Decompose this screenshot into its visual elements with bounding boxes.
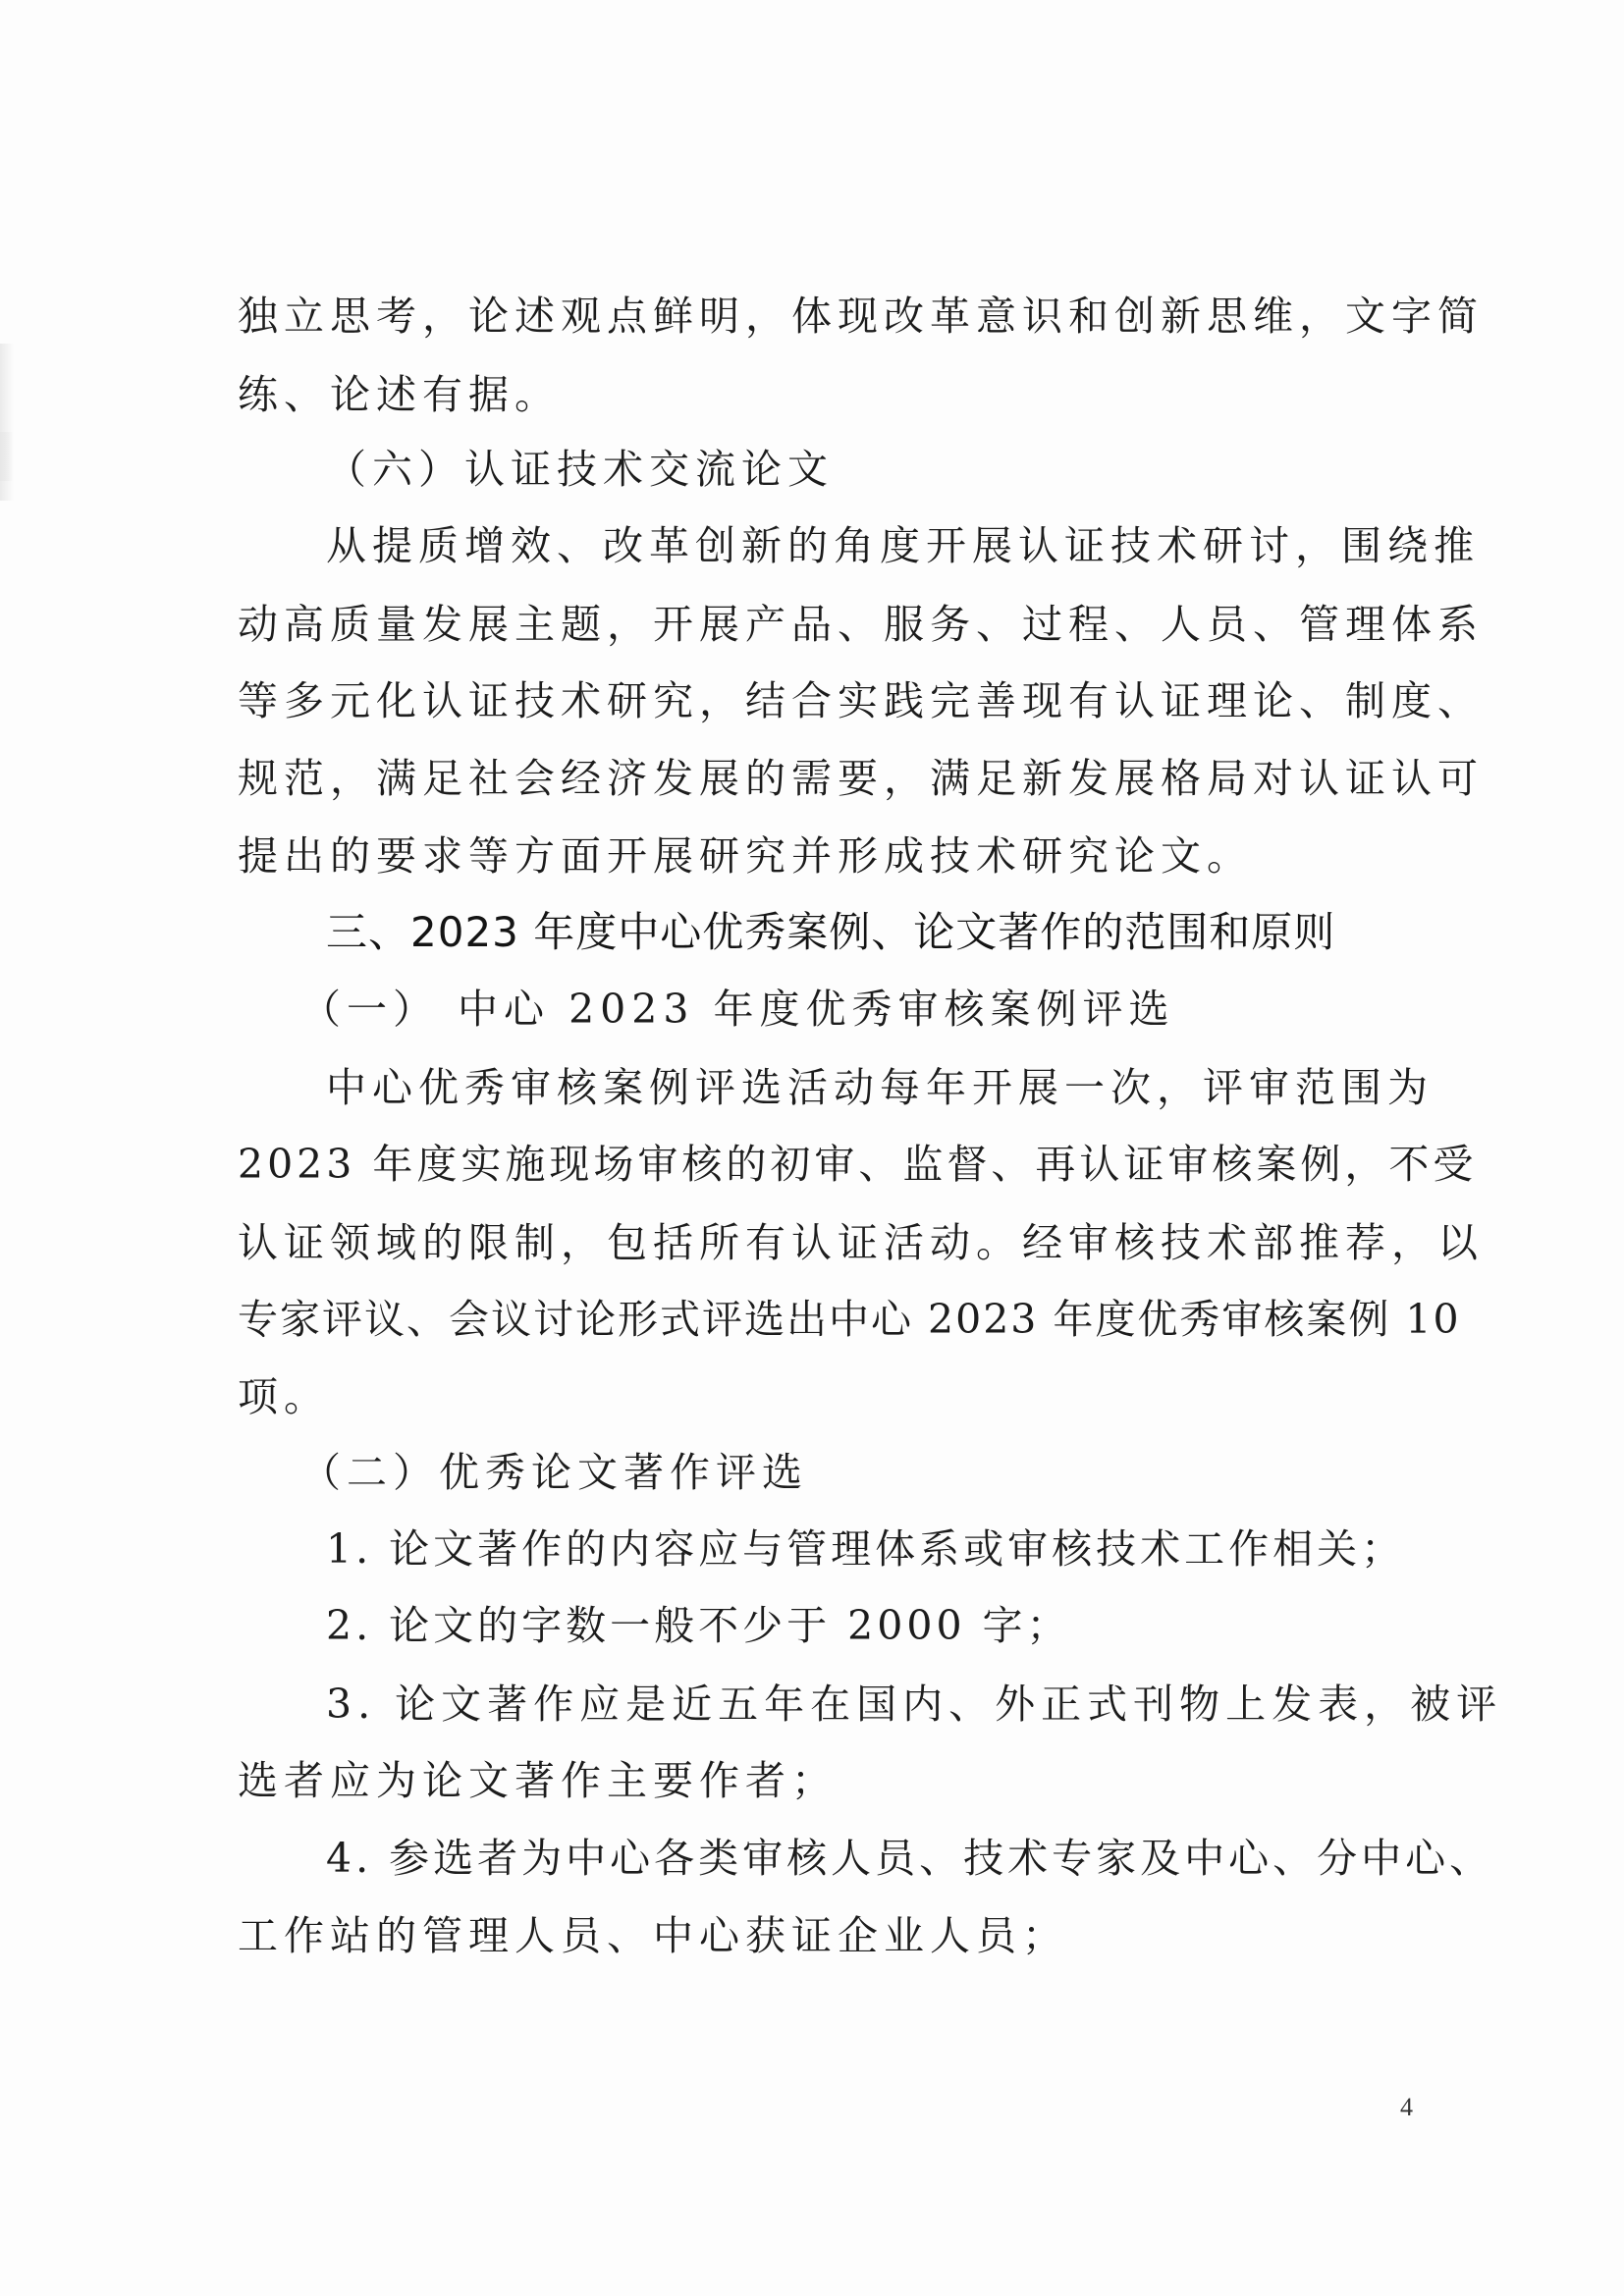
section-subheading: （二）优秀论文著作评选: [300, 1449, 808, 1496]
paragraph-line: 2023 年度实施现场审核的初审、监督、再认证审核案例，不受: [238, 1141, 1478, 1188]
list-item: 3. 论文著作应是近五年在国内、外正式刊物上发表，被评: [326, 1681, 1503, 1728]
paragraph-line: 独立思考，论述观点鲜明，体现改革意识和创新思维，文字简: [238, 293, 1484, 340]
section-subheading: （六）认证技术交流论文: [326, 446, 834, 493]
section-heading: 三、2023 年度中心优秀案例、论文著作的范围和原则: [326, 908, 1336, 956]
paragraph-line: 中心优秀审核案例评选活动每年开展一次，评审范围为: [326, 1064, 1434, 1111]
paragraph-line: 动高质量发展主题，开展产品、服务、过程、人员、管理体系: [238, 601, 1484, 648]
paragraph-line: 项。: [238, 1373, 330, 1420]
paragraph-line: 选者应为论文著作主要作者；: [238, 1757, 838, 1804]
paragraph-line: 工作站的管理人员、中心获证企业人员；: [238, 1912, 1068, 1959]
paragraph-line: 提出的要求等方面开展研究并形成技术研究论文。: [238, 832, 1253, 880]
paragraph-line: 规范，满足社会经济发展的需要，满足新发展格局对认证认可: [238, 755, 1484, 802]
list-item: 1. 论文著作的内容应与管理体系或审核技术工作相关；: [326, 1525, 1406, 1573]
section-subheading: （一） 中心 2023 年度优秀审核案例评选: [300, 986, 1175, 1033]
list-item: 4. 参选者为中心各类审核人员、技术专家及中心、分中心、: [326, 1835, 1494, 1882]
page-number: 4: [1400, 2093, 1413, 2121]
list-item: 2. 论文的字数一般不少于 2000 字；: [326, 1602, 1071, 1649]
scan-edge-shadow: [0, 432, 14, 481]
paragraph-line: 专家评议、会议讨论形式评选出中心 2023 年度优秀审核案例 10: [238, 1296, 1461, 1343]
paragraph-line: 认证领域的限制，包括所有认证活动。经审核技术部推荐，以: [238, 1219, 1484, 1266]
paragraph-line: 等多元化认证技术研究，结合实践完善现有认证理论、制度、: [238, 677, 1484, 724]
paragraph-line: 练、论述有据。: [238, 371, 561, 418]
paragraph-line: 从提质增效、改革创新的角度开展认证技术研讨，围绕推: [326, 522, 1480, 569]
